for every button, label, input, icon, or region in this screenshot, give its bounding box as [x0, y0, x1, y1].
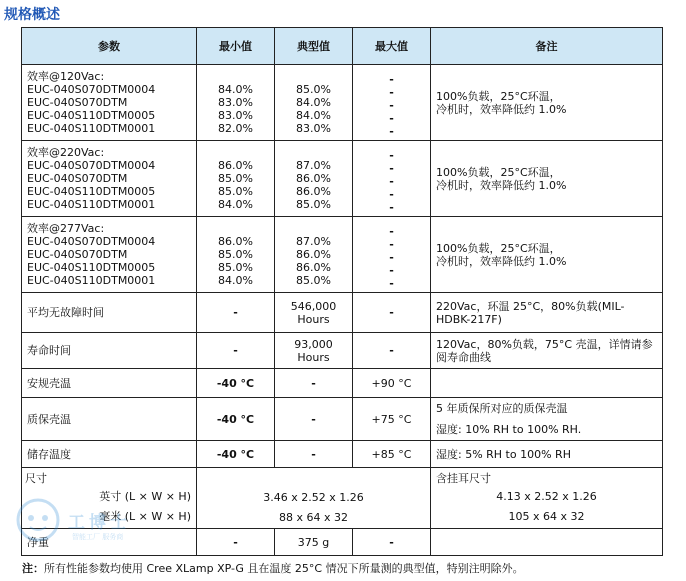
model-name: EUC-040S070DTM — [27, 248, 128, 261]
note-line: 100%负载，25°C环温， — [436, 241, 561, 255]
typ-value: - — [311, 376, 316, 390]
table-row-dimensions — [22, 468, 663, 529]
note-line: 冷机时，效率降低约 1.0% — [436, 254, 567, 268]
group-label: 效率@277Vac: — [27, 222, 105, 235]
param-cell — [22, 141, 197, 217]
typ-unit: Hours — [297, 312, 330, 326]
table-row-lifetime — [22, 333, 663, 369]
min-value: -40 °C — [216, 447, 255, 461]
note-line: 阅寿命曲线 — [436, 350, 491, 364]
max-value: - — [389, 125, 394, 138]
model-name: EUC-040S110DTM0001 — [27, 274, 156, 287]
max-value: - — [389, 251, 394, 264]
min-value: 86.0% — [218, 159, 253, 172]
watermark-text: 工博士 — [68, 513, 131, 533]
min-value: -40 °C — [216, 376, 255, 390]
typ-value: - — [311, 447, 316, 461]
typ-cell — [275, 217, 353, 293]
min-value: 85.0% — [218, 261, 253, 274]
note-line: 220Vac，环温 25°C，80%负载(MIL- — [436, 299, 625, 313]
max-value: - — [389, 162, 394, 175]
param-cell: 净重 — [22, 529, 197, 556]
header-max: 最大值 — [353, 28, 431, 65]
typ-value: 93,000 — [294, 337, 333, 351]
header-param: 参数 — [22, 28, 197, 65]
model-name: EUC-040S110DTM0001 — [27, 198, 156, 211]
min-value: 83.0% — [218, 109, 253, 122]
max-value: - — [389, 225, 394, 238]
table-row-efficiency-277 — [22, 217, 663, 293]
max-value: - — [389, 175, 394, 188]
spec-table — [21, 27, 663, 556]
typ-value: 87.0% — [296, 159, 331, 172]
typ-value: - — [311, 412, 316, 426]
note-cell — [431, 529, 663, 556]
table-row-efficiency-120 — [22, 65, 663, 141]
model-name: EUC-040S070DTM0004 — [27, 159, 156, 172]
typ-cell — [275, 293, 353, 333]
dimensions-note-inch: 4.13 x 2.52 x 1.26 — [496, 489, 597, 503]
table-row-efficiency-220 — [22, 141, 663, 217]
note-cell — [431, 293, 663, 333]
dimensions-label: 尺寸 — [25, 471, 47, 485]
model-name: EUC-040S110DTM0005 — [27, 261, 156, 274]
max-cell — [353, 333, 431, 369]
min-value: 85.0% — [218, 248, 253, 261]
table-row-mtbf — [22, 293, 663, 333]
max-cell — [353, 529, 431, 556]
max-value: - — [389, 535, 394, 549]
table-row-safety-case-temp — [22, 369, 663, 398]
max-cell: +85 °C — [353, 441, 431, 468]
max-value: - — [389, 112, 394, 125]
max-cell: +90 °C — [353, 369, 431, 398]
note-line: HDBK-217F) — [436, 312, 502, 326]
header-typ: 典型值 — [275, 28, 353, 65]
param-cell: 质保壳温 — [22, 398, 197, 441]
model-name: EUC-040S110DTM0005 — [27, 109, 156, 122]
min-cell — [197, 398, 275, 441]
dimensions-inch-value: 3.46 x 2.52 x 1.26 — [263, 491, 364, 504]
note-cell — [431, 333, 663, 369]
max-value: - — [389, 277, 394, 290]
footnote — [22, 560, 524, 576]
model-name: EUC-040S070DTM0004 — [27, 83, 156, 96]
min-cell — [197, 441, 275, 468]
min-value: 82.0% — [218, 122, 253, 135]
dimensions-mm-label: 毫米 (L × W × H) — [99, 509, 191, 523]
typ-cell — [275, 369, 353, 398]
min-value: 86.0% — [218, 235, 253, 248]
param-cell: 平均无故障时间 — [22, 293, 197, 333]
max-cell — [353, 293, 431, 333]
param-cell: 安规壳温 — [22, 369, 197, 398]
min-value: - — [233, 306, 238, 319]
min-value: 84.0% — [218, 274, 253, 287]
min-value: 84.0% — [218, 198, 253, 211]
note-cell: 湿度: 5% RH to 100% RH — [431, 441, 663, 468]
dimensions-value-cell — [197, 468, 431, 529]
note-cell — [431, 369, 663, 398]
max-value: - — [389, 238, 394, 251]
note-line: 湿度: 10% RH to 100% RH. — [436, 423, 582, 436]
max-cell — [353, 217, 431, 293]
max-value: - — [389, 99, 394, 112]
min-value: 83.0% — [218, 96, 253, 109]
max-cell: +75 °C — [353, 398, 431, 441]
typ-value: 86.0% — [296, 248, 331, 261]
note-line: 120Vac，80%负载，75°C 壳温，详情请参 — [436, 337, 653, 351]
param-cell — [22, 468, 197, 529]
typ-cell — [275, 333, 353, 369]
max-value: - — [389, 73, 394, 86]
typ-value: 86.0% — [296, 172, 331, 185]
dimensions-mm-value: 88 x 64 x 32 — [279, 511, 348, 524]
typ-value: 85.0% — [296, 198, 331, 211]
note-cell — [431, 217, 663, 293]
param-cell: 储存温度 — [22, 441, 197, 468]
typ-value: 84.0% — [296, 96, 331, 109]
model-name: EUC-040S110DTM0005 — [27, 185, 156, 198]
header-note: 备注 — [431, 28, 663, 65]
min-cell — [197, 65, 275, 141]
note-cell — [431, 468, 663, 529]
header-min: 最小值 — [197, 28, 275, 65]
model-name: EUC-040S070DTM — [27, 172, 128, 185]
min-cell — [197, 369, 275, 398]
typ-cell — [275, 441, 353, 468]
min-value: 85.0% — [218, 185, 253, 198]
section-title: 规格概述 — [4, 7, 60, 23]
note-cell — [431, 398, 663, 441]
typ-value: 84.0% — [296, 109, 331, 122]
min-value: 84.0% — [218, 83, 253, 96]
typ-cell — [275, 141, 353, 217]
max-cell — [353, 65, 431, 141]
param-cell — [22, 217, 197, 293]
typ-value: 546,000 — [290, 299, 337, 313]
typ-value: 86.0% — [296, 185, 331, 198]
note-cell — [431, 65, 663, 141]
typ-unit: Hours — [297, 350, 330, 364]
typ-value: 87.0% — [296, 235, 331, 248]
footnote-prefix: 注： — [22, 562, 44, 575]
watermark-subtext: 智能工厂 服务商 — [72, 533, 124, 541]
typ-cell — [275, 65, 353, 141]
min-value: -40 °C — [216, 412, 255, 426]
dimensions-note-label: 含挂耳尺寸 — [436, 471, 491, 485]
group-label: 效率@120Vac: — [27, 70, 105, 83]
model-name: EUC-040S110DTM0001 — [27, 122, 156, 135]
min-cell — [197, 217, 275, 293]
min-cell — [197, 293, 275, 333]
max-value: - — [389, 306, 394, 319]
max-value: - — [389, 264, 394, 277]
max-value: - — [389, 149, 394, 162]
typ-value: 86.0% — [296, 261, 331, 274]
note-line: 冷机时，效率降低约 1.0% — [436, 102, 567, 116]
dimensions-note-mm: 105 x 64 x 32 — [508, 509, 585, 523]
footnote-text: 所有性能参数均使用 Cree XLamp XP-G 且在温度 25°C 情况下所量测的典型值，特别注明除外。 — [44, 562, 524, 575]
param-cell — [22, 65, 197, 141]
max-value: - — [389, 86, 394, 99]
table-row-net-weight — [22, 529, 663, 556]
max-cell — [353, 141, 431, 217]
note-line: 100%负载，25°C环温， — [436, 165, 561, 179]
group-label: 效率@220Vac: — [27, 146, 105, 159]
table-header-row — [22, 28, 663, 65]
min-cell — [197, 333, 275, 369]
typ-cell: 375 g — [275, 529, 353, 556]
max-value: - — [389, 344, 394, 357]
note-line: 100%负载，25°C环温， — [436, 89, 561, 103]
typ-cell — [275, 398, 353, 441]
model-name: EUC-040S070DTM — [27, 96, 128, 109]
max-value: - — [389, 201, 394, 214]
dimensions-inch-label: 英寸 (L × W × H) — [99, 489, 191, 503]
note-cell — [431, 141, 663, 217]
note-line: 5 年质保所对应的质保壳温 — [436, 402, 568, 415]
max-value: - — [389, 188, 394, 201]
param-cell: 寿命时间 — [22, 333, 197, 369]
model-name: EUC-040S070DTM0004 — [27, 235, 156, 248]
typ-value: 85.0% — [296, 274, 331, 287]
min-cell — [197, 529, 275, 556]
min-value: 85.0% — [218, 172, 253, 185]
min-value: - — [233, 344, 238, 357]
typ-value: 85.0% — [296, 83, 331, 96]
min-value: - — [233, 535, 238, 549]
note-line: 冷机时，效率降低约 1.0% — [436, 178, 567, 192]
typ-value: 83.0% — [296, 122, 331, 135]
table-row-storage-temp — [22, 441, 663, 468]
min-cell — [197, 141, 275, 217]
table-row-warranty-case-temp — [22, 398, 663, 441]
